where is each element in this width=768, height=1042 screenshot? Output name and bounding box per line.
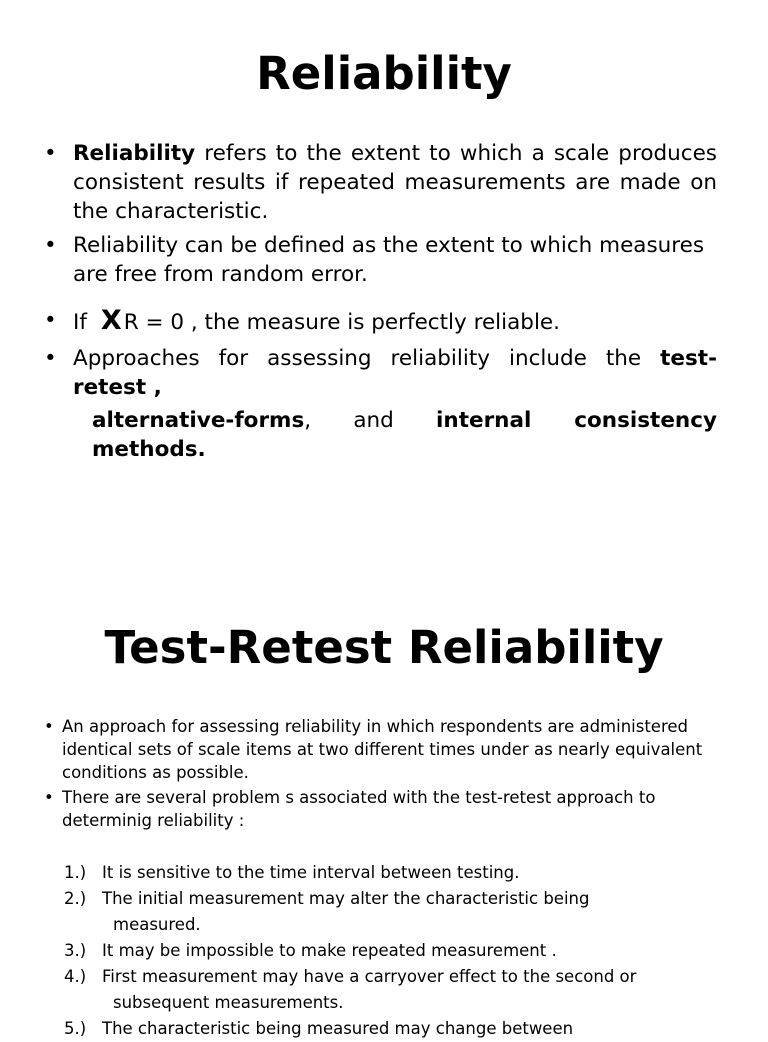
item-number: 1.) xyxy=(64,863,87,882)
bullet-text: refers to the extent to which a scale produces consistent results if repeated measurements are made on the characteristic. xyxy=(73,141,717,224)
item-number: 2.) xyxy=(64,889,87,908)
bullet-prefix: If xyxy=(73,310,87,335)
list-item xyxy=(0,231,717,289)
slide-test-retest xyxy=(0,576,768,1038)
x-symbol: X xyxy=(100,305,122,336)
slide-title: Reliability xyxy=(256,47,512,100)
numbered-item xyxy=(0,964,722,1016)
item-text: First measurement may have a carryover effect to the second or xyxy=(102,967,637,986)
item-number: 5.) xyxy=(64,1019,87,1038)
item-continuation: subsequent measurements. xyxy=(113,993,344,1012)
bullet-marker: • xyxy=(44,141,57,166)
item-text: The characteristic being measured may change between xyxy=(102,1019,574,1038)
bullet-text: Reliability can be defined as the extent to which measures are free from random error. xyxy=(73,233,705,287)
list-item xyxy=(0,306,717,337)
numbered-item xyxy=(0,886,722,938)
item-text: The initial measurement may alter the characteristic being xyxy=(102,889,590,908)
bold-term: alternative-forms xyxy=(92,408,305,433)
item-continuation: measured. xyxy=(113,915,201,934)
bullet-marker: • xyxy=(44,233,57,258)
list-item xyxy=(0,786,722,832)
numbered-item xyxy=(0,860,722,886)
bullet-marker: • xyxy=(44,717,54,736)
bold-term: Reliability xyxy=(73,141,196,166)
item-text: It may be impossible to make repeated measurement . xyxy=(102,941,557,960)
list-item xyxy=(0,139,717,226)
list-item xyxy=(0,344,717,464)
slide-title: Test-Retest Reliability xyxy=(104,621,664,674)
bullet-text: R = 0 , the measure is perfectly reliable. xyxy=(123,310,560,335)
bullet-marker: • xyxy=(44,308,57,333)
bullet-text: There are several problem s associated with the test-retest approach to determinig reliability : xyxy=(62,788,656,830)
bullet-text: , and xyxy=(304,408,437,433)
numbered-item xyxy=(0,938,722,964)
bold-term: test-retest , xyxy=(73,346,717,400)
bullet-marker: • xyxy=(44,346,57,371)
item-number: 3.) xyxy=(64,941,87,960)
list-item xyxy=(0,715,722,784)
item-text: It is sensitive to the time interval between testing. xyxy=(102,863,520,882)
numbered-item xyxy=(0,1016,722,1042)
bold-term: internal consistency methods. xyxy=(92,408,717,462)
bullet-text: Approaches for assessing reliability include the xyxy=(73,346,661,371)
item-number: 4.) xyxy=(64,967,87,986)
numbered-list xyxy=(0,860,722,1042)
bullet-continuation xyxy=(73,406,717,464)
bullet-text: An approach for assessing reliability in which respondents are administered identical sets of scale items at two different times under as nearly equivalent conditions as possible. xyxy=(62,717,703,782)
bullet-marker: • xyxy=(44,788,54,807)
